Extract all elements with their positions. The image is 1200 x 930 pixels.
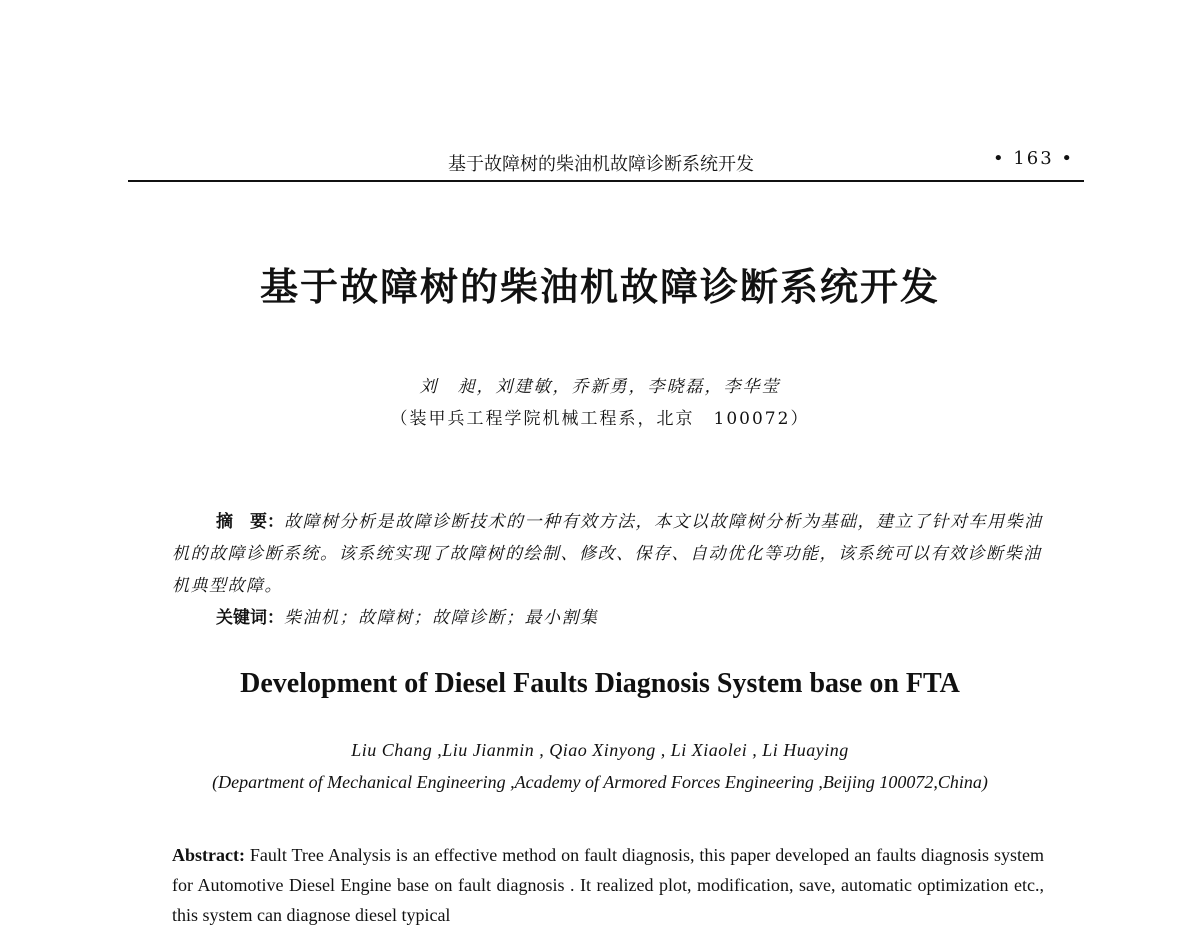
chinese-keywords-text: 柴油机；故障树；故障诊断；最小割集 xyxy=(284,608,599,628)
chinese-abstract-label: 摘 要： xyxy=(216,512,284,532)
running-title: 基于故障树的柴油机故障诊断系统开发 xyxy=(448,154,754,175)
chinese-abstract-paragraph xyxy=(172,506,1052,602)
chinese-authors: 刘 昶，刘建敏，乔新勇，李晓磊，李华莹 xyxy=(419,377,781,397)
english-title: Development of Diesel Faults Diagnosis System base on FTA xyxy=(240,668,960,699)
english-abstract-label: Abstract: xyxy=(172,845,245,865)
chinese-abstract xyxy=(172,506,1052,634)
page-number: • 163 • xyxy=(992,148,1074,169)
english-authors: Liu Chang ,Liu Jianmin , Qiao Xinyong , Li Xiaolei , Li Huaying xyxy=(351,740,849,760)
chinese-keywords xyxy=(172,602,1052,634)
english-abstract-text: Fault Tree Analysis is an effective method on fault diagnosis, this paper developed an faults diagnosis system for Automotive Diesel Engine base on fault diagnosis . It realized plot, modification, save, automatic optimization etc., this system can diagnose diesel typical xyxy=(172,845,1044,925)
chinese-title: 基于故障树的柴油机故障诊断系统开发 xyxy=(259,264,940,309)
chinese-affiliation: （装甲兵工程学院机械工程系，北京 100072） xyxy=(390,409,810,429)
english-affiliation: (Department of Mechanical Engineering ,Academy of Armored Forces Engineering ,Beijing 100072,China) xyxy=(212,772,988,792)
chinese-abstract-text: 故障树分析是故障诊断技术的一种有效方法，本文以故障树分析为基础，建立了针对车用柴油机的故障诊断系统。该系统实现了故障树的绘制、修改、保存、自动优化等功能，该系统可以有效诊断柴油机典型故障。 xyxy=(172,512,1043,596)
chinese-keywords-label: 关键词： xyxy=(216,608,284,628)
english-abstract xyxy=(172,840,1044,930)
running-header xyxy=(128,142,1084,182)
